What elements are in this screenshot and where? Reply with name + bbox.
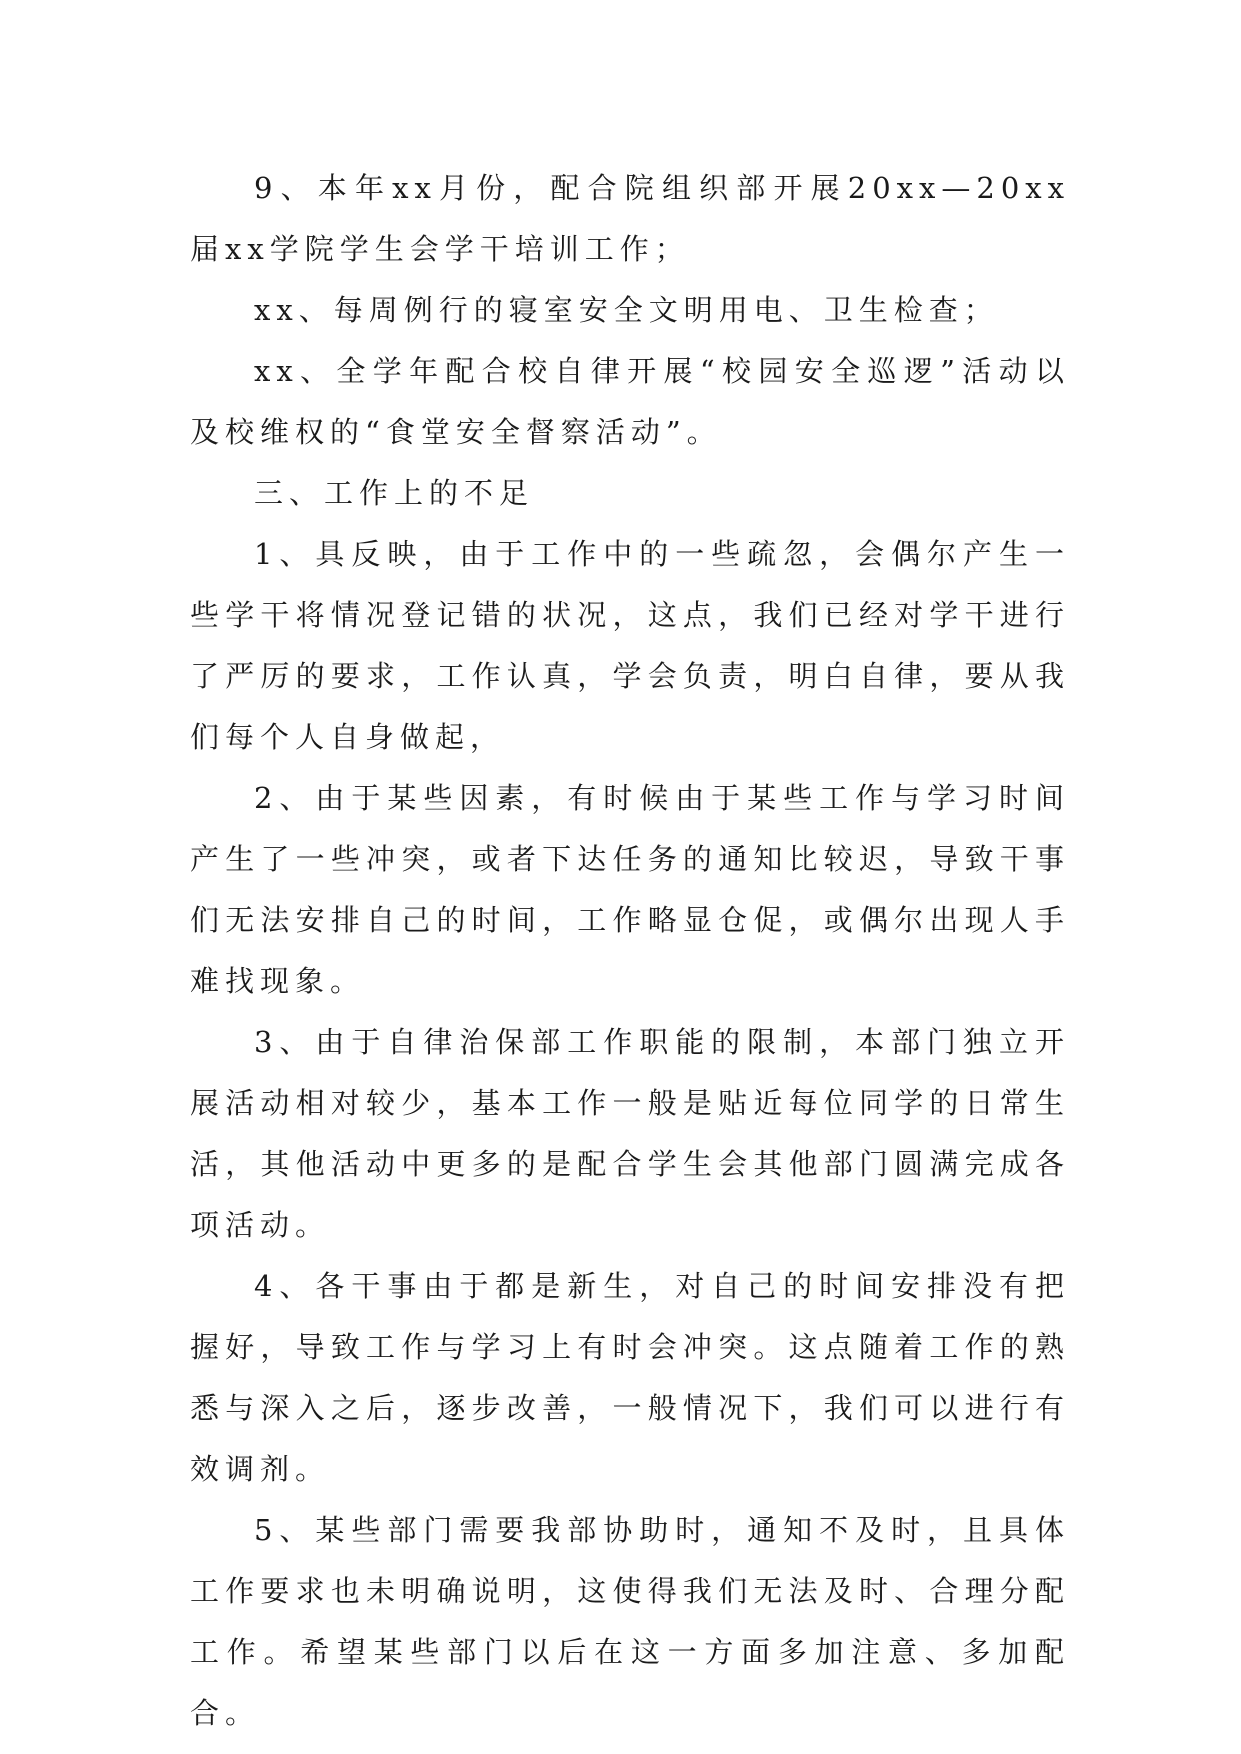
paragraph-item-9: 9、本年xx月份，配合院组织部开展20xx—20xx届xx学院学生会学干培训工作； bbox=[190, 171, 1070, 266]
paragraph-shortcoming-4: 4、各干事由于都是新生，对自己的时间安排没有把握好，导致工作与学习上有时会冲突。这点随着工作的熟悉与深入之后，逐步改善，一般情况下，我们可以进行有效调剂。 bbox=[190, 1269, 1070, 1486]
paragraph-shortcoming-3: 3、由于自律治保部工作职能的限制，本部门独立开展活动相对较少，基本工作一般是贴近每位同学的日常生活，其他活动中更多的是配合学生会其他部门圆满完成各项活动。 bbox=[190, 1025, 1070, 1242]
paragraph-shortcoming-2: 2、由于某些因素，有时候由于某些工作与学习时间产生了一些冲突，或者下达任务的通知比较迟，导致干事们无法安排自己的时间，工作略显仓促，或偶尔出现人手难找现象。 bbox=[190, 781, 1070, 998]
paragraph-item-dorm-check: xx、每周例行的寝室安全文明用电、卫生检查； bbox=[254, 293, 999, 327]
paragraph-item-campus-patrol: xx、全学年配合校自律开展“校园安全巡逻”活动以及校维权的“食堂安全督察活动”。 bbox=[190, 354, 1070, 449]
paragraph-shortcoming-5: 5、某些部门需要我部协助时，通知不及时，且具体工作要求也未明确说明，这使得我们无法及时、合理分配工作。希望某些部门以后在这一方面多加注意、多加配合。 bbox=[190, 1513, 1070, 1730]
section-heading-shortcomings: 三、工作上的不足 bbox=[254, 476, 535, 510]
paragraph-shortcoming-1: 1、具反映，由于工作中的一些疏忽，会偶尔产生一些学干将情况登记错的状况，这点，我们已经对学干进行了严厉的要求，工作认真，学会负责，明白自律，要从我们每个人自身做起， bbox=[190, 537, 1070, 754]
document-body bbox=[190, 158, 1070, 1744]
